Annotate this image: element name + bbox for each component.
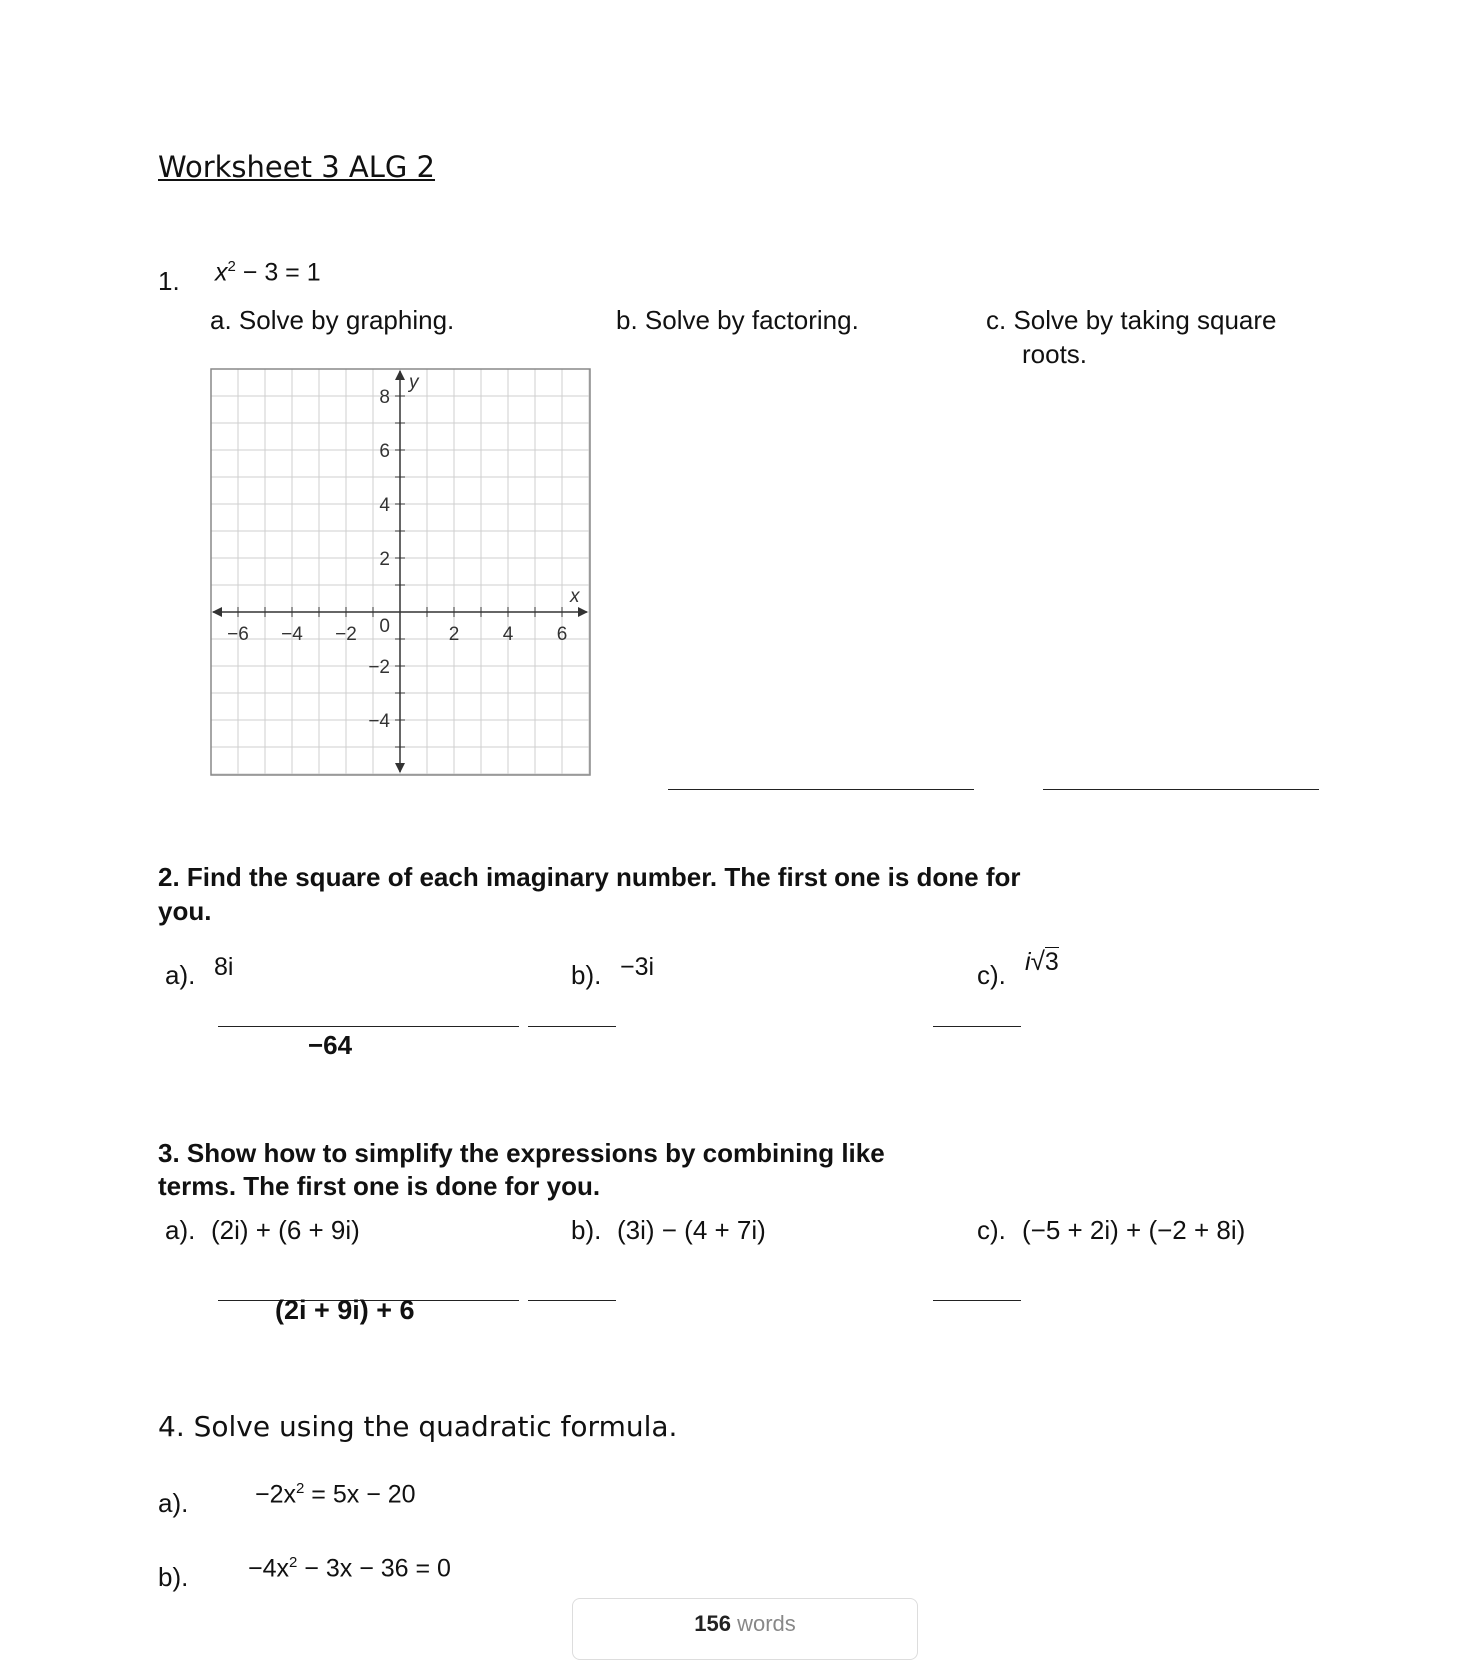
y-tick-label: 8 [379,387,390,408]
q2-instructions-cont: you. [158,896,212,926]
coordinate-grid [210,368,592,778]
q4-a-exp: 2 [296,1480,305,1497]
q1-eq-exp: 2 [227,258,236,275]
q3-c-label: c). [977,1215,1006,1245]
q2-c-expr [1025,946,1059,977]
q4-b-pre: −4x [248,1554,290,1583]
x-tick-label: −2 [335,624,357,645]
y-tick-label: −4 [368,711,390,732]
q2-a-answer: −64 [308,1030,353,1060]
q2-b-answer-line [528,1026,616,1027]
q3-a-answer: (2i + 9i) + 6 [275,1295,415,1325]
q3-b-label: b). [571,1215,602,1245]
q2-a-label: a). [165,960,196,990]
q2-c-label: c). [977,960,1006,990]
y-tick-label: 4 [379,495,390,516]
q4-title: 4. Solve using the quadratic formula. [158,1410,678,1443]
x-tick-label: −6 [227,624,249,645]
q2-instructions: 2. Find the square of each imaginary number. The first one is done for [158,862,1021,892]
q2-c-answer-line [933,1026,1021,1027]
q4-b-exp: 2 [289,1554,298,1571]
q4-a-label: a). [158,1488,189,1518]
q3-b-expr: (3i) − (4 + 7i) [617,1215,766,1245]
y-axis-arrow-down [395,763,405,773]
sqrt-icon: √ [1030,946,1045,976]
q4-b-label: b). [158,1562,189,1592]
x-tick-label: 4 [502,624,514,645]
q2-c-radicand: 3 [1044,948,1059,976]
q4-b-post: − 3x − 36 = 0 [297,1554,451,1583]
q2-b-expr: −3i [620,953,655,981]
x-tick-label: 2 [448,624,460,645]
q1-answer-line-c [1043,789,1319,790]
q1-equation [215,258,321,287]
y-tick-label: 2 [379,549,390,570]
q4-a-equation [255,1480,416,1509]
page-title: Worksheet 3 ALG 2 [158,150,436,184]
word-count-badge[interactable] [572,1598,918,1660]
q4-a-pre: −2x [255,1480,297,1509]
x-tick-label: 6 [556,624,568,645]
q1-part-b: b. Solve by factoring. [616,305,859,335]
x-axis-arrow-left [212,607,222,617]
q2-a-answer-line [218,1026,519,1027]
x-tick-label: −4 [281,624,303,645]
q3-a-expr: (2i) + (6 + 9i) [211,1215,360,1245]
q1-eq-base: x [215,258,228,287]
q1-answer-line-b [668,789,974,790]
y-axis-label: y [409,372,419,393]
q2-b-label: b). [571,960,602,990]
q3-c-expr: (−5 + 2i) + (−2 + 8i) [1022,1215,1246,1245]
x-axis-label: x [570,586,580,607]
y-tick-label: −2 [368,657,390,678]
q1-eq-rest: − 3 = 1 [235,258,321,287]
q3-instructions-cont: terms. The first one is done for you. [158,1171,601,1201]
q3-c-answer-line [933,1300,1021,1301]
y-tick-label: 6 [379,441,390,462]
word-count-number: 156 [694,1611,731,1636]
q1-number: 1. [158,266,180,296]
q2-c-imag: i [1025,948,1031,976]
q4-a-post: = 5x − 20 [304,1480,416,1509]
q1-part-c: c. Solve by taking square [986,305,1277,335]
q1-part-a: a. Solve by graphing. [210,305,455,335]
x-axis-arrow-right [578,607,588,617]
y-axis-arrow-up [395,370,405,380]
q2-a-expr: 8i [214,953,234,981]
q3-instructions: 3. Show how to simplify the expressions by combining like [158,1138,885,1168]
origin-label: 0 [379,616,390,637]
q1-part-c-cont: roots. [1022,339,1088,369]
q3-b-answer-line [528,1300,616,1301]
q3-a-label: a). [165,1215,196,1245]
word-count-label: words [737,1611,796,1636]
q4-b-equation [248,1554,451,1583]
